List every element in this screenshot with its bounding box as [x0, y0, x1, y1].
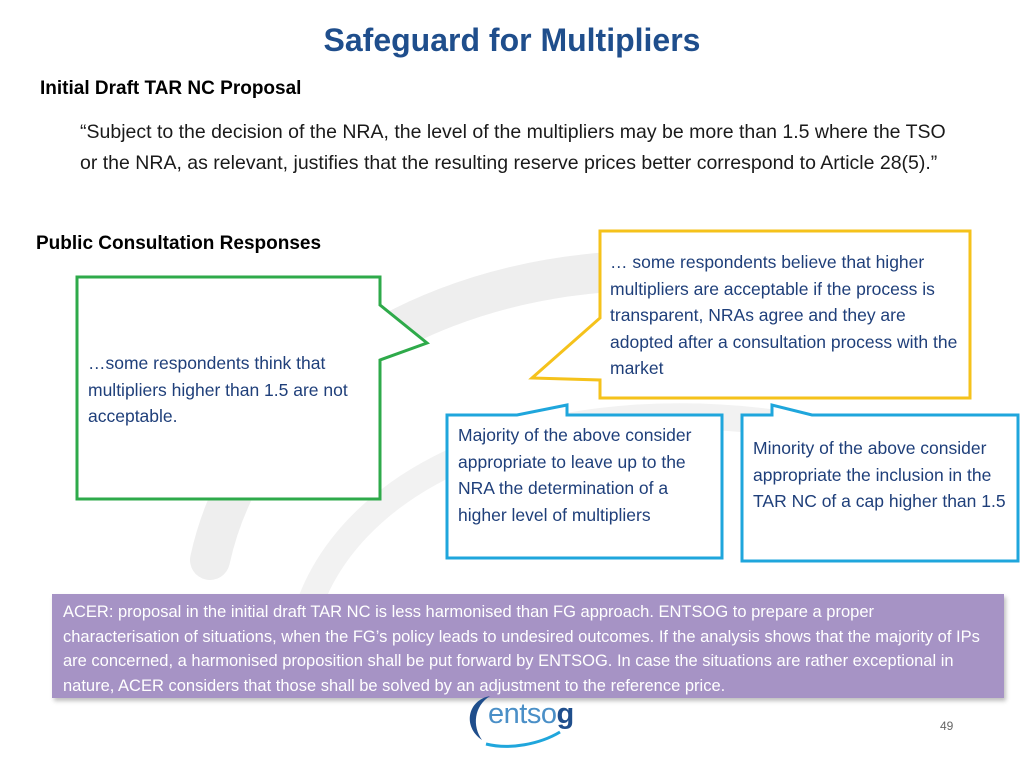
initial-draft-heading: Initial Draft TAR NC Proposal: [40, 78, 302, 99]
entsog-logo: [460, 688, 580, 750]
minority-callout-text: Minority of the above consider appropriate the inclusion in the TAR NC of a cap higher than 1.5: [753, 438, 1006, 511]
slide-title: Safeguard for Multipliers: [323, 22, 701, 58]
acer-conclusion-box: [52, 594, 1004, 698]
logo-text: entsog: [488, 698, 574, 730]
page-number: 49: [940, 719, 954, 733]
majority-callout-text: Majority of the above consider appropriate to leave up to the NRA the determination of a higher level of multipliers: [458, 425, 692, 525]
green-callout-text: …some respondents think that multipliers higher than 1.5 are not acceptable.: [88, 353, 348, 426]
consultation-heading: Public Consultation Responses: [36, 233, 322, 254]
proposal-quote: “Subject to the decision of the NRA, the level of the multipliers may be more than 1.5 where the TSO or the NRA, as relevant, justifies that the resulting reserve prices better correspond to Article 28(5).”: [80, 121, 946, 174]
acer-conclusion-text: ACER: proposal in the initial draft TAR NC is less harmonised than FG approach. ENTSOG to prepare a proper characterisation of situations, when the FG’s policy leads to undesired outcomes. If the analysis shows that the majority of IPs are concerned, a harmonised proposition shall be put forward by ENTSOG. In case the situations are rather exceptional in nature, ACER considers that those shall be solved by an adjustment to the reference price.: [63, 603, 980, 695]
yellow-callout-text: … some respondents believe that higher multipliers are acceptable if the process is transparent, NRAs agree and they are adopted after a consultation process with the market: [610, 252, 958, 378]
